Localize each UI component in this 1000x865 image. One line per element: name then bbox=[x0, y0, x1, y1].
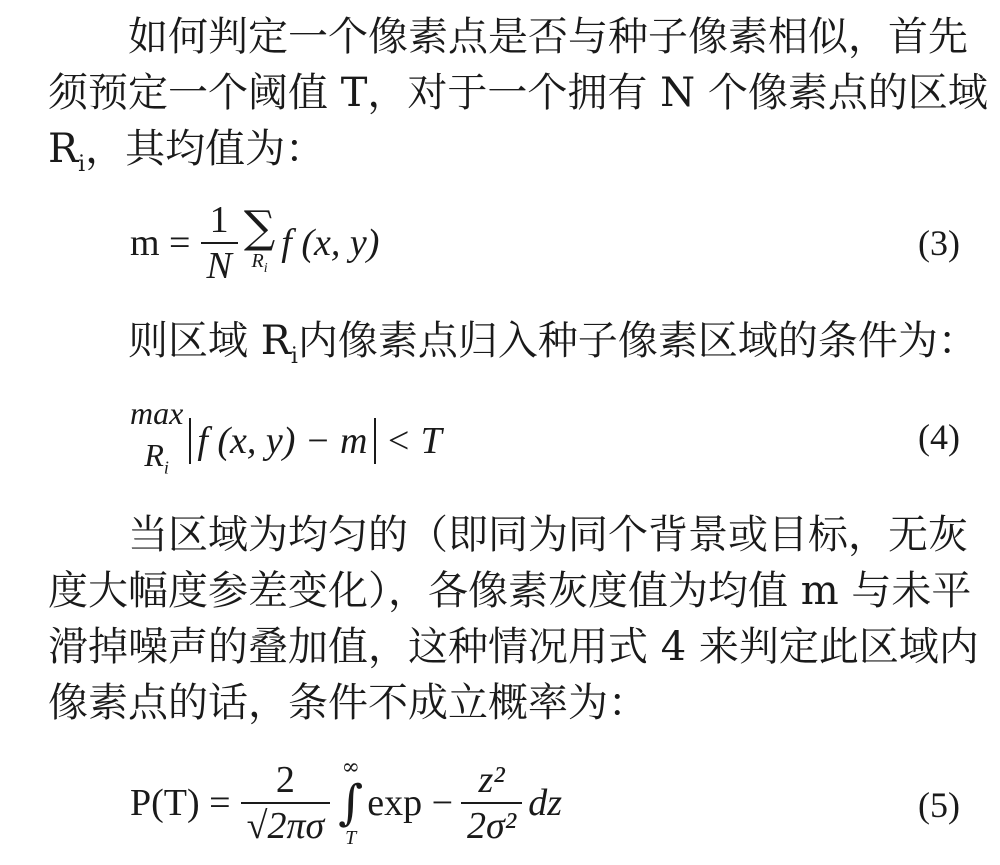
eq3-numerator: 1 bbox=[209, 199, 229, 241]
equation-3 bbox=[130, 188, 830, 298]
eq5-lower-limit: T bbox=[345, 827, 357, 849]
eq4-rhs: < T bbox=[385, 420, 442, 462]
eq3-number: (3) bbox=[918, 223, 960, 263]
eq5-numerator: 2 bbox=[275, 759, 295, 801]
paragraph1-line3 bbox=[48, 124, 960, 190]
paragraph3-line4: 像素点的话，条件不成立概率为： bbox=[48, 680, 648, 726]
paragraph1-line2: 须预定一个阈值 T，对于一个拥有 N 个像素点的区域 bbox=[48, 70, 988, 116]
eq4-max-index: $R_i$ bbox=[144, 436, 169, 478]
equation-4 bbox=[130, 386, 830, 496]
paragraph2-prefix: 则区域 R bbox=[128, 318, 291, 364]
eq3-body: f (x, y) bbox=[281, 222, 380, 264]
eq5-integral bbox=[338, 757, 363, 849]
eq4-max bbox=[130, 393, 183, 489]
eq5-denominator: √2πσ bbox=[241, 802, 331, 848]
summation-icon: ∑ bbox=[243, 202, 276, 253]
eq5-fraction bbox=[241, 758, 331, 848]
paragraph2-subscript: i bbox=[290, 344, 298, 369]
eq5-exp-denominator: 2σ² bbox=[461, 802, 522, 848]
region-subscript: i bbox=[78, 152, 86, 177]
eq3-lhs: m = bbox=[130, 222, 191, 264]
paragraph2-suffix: 内像素点归入种子像素区域的条件为： bbox=[297, 318, 978, 364]
eq4-max-label: max bbox=[130, 394, 184, 431]
mean-intro-text: ，其均值为： bbox=[85, 126, 326, 172]
paragraph1-line1: 如何判定一个像素点是否与种子像素相似，首先 bbox=[128, 14, 968, 60]
eq3-denominator: N bbox=[201, 242, 238, 288]
integral-icon: ∫ bbox=[338, 775, 364, 831]
eq4-number: (4) bbox=[918, 417, 960, 457]
abs-bar-left bbox=[189, 418, 191, 464]
eq3-summation bbox=[243, 202, 276, 280]
infinity-icon: ∞ bbox=[341, 755, 360, 780]
eq5-differential: dz bbox=[528, 782, 562, 824]
eq4-body: f (x, y) − m bbox=[197, 420, 368, 462]
paragraph2 bbox=[128, 316, 978, 382]
eq5-exp-numerator: z² bbox=[478, 759, 505, 801]
paragraph3-line2: 度大幅度参差变化），各像素灰度值为均值 m 与未平 bbox=[48, 568, 972, 614]
region-symbol: R bbox=[48, 126, 79, 172]
paragraph3-line3: 滑掉噪声的叠加值，这种情况用式 4 来判定此区域内 bbox=[48, 624, 979, 670]
equation-5 bbox=[130, 748, 830, 858]
paragraph3-line1: 当区域为均匀的（即同为同个背景或目标，无灰 bbox=[128, 512, 968, 558]
eq5-lhs: P(T) = bbox=[130, 782, 231, 824]
eq5-exp: exp − bbox=[367, 782, 454, 824]
eq3-fraction bbox=[201, 198, 238, 288]
eq3-summation-index: $R_i$ bbox=[251, 250, 268, 276]
abs-bar-right bbox=[374, 418, 376, 464]
eq5-number: (5) bbox=[918, 785, 960, 825]
eq5-exp-fraction bbox=[461, 758, 522, 848]
